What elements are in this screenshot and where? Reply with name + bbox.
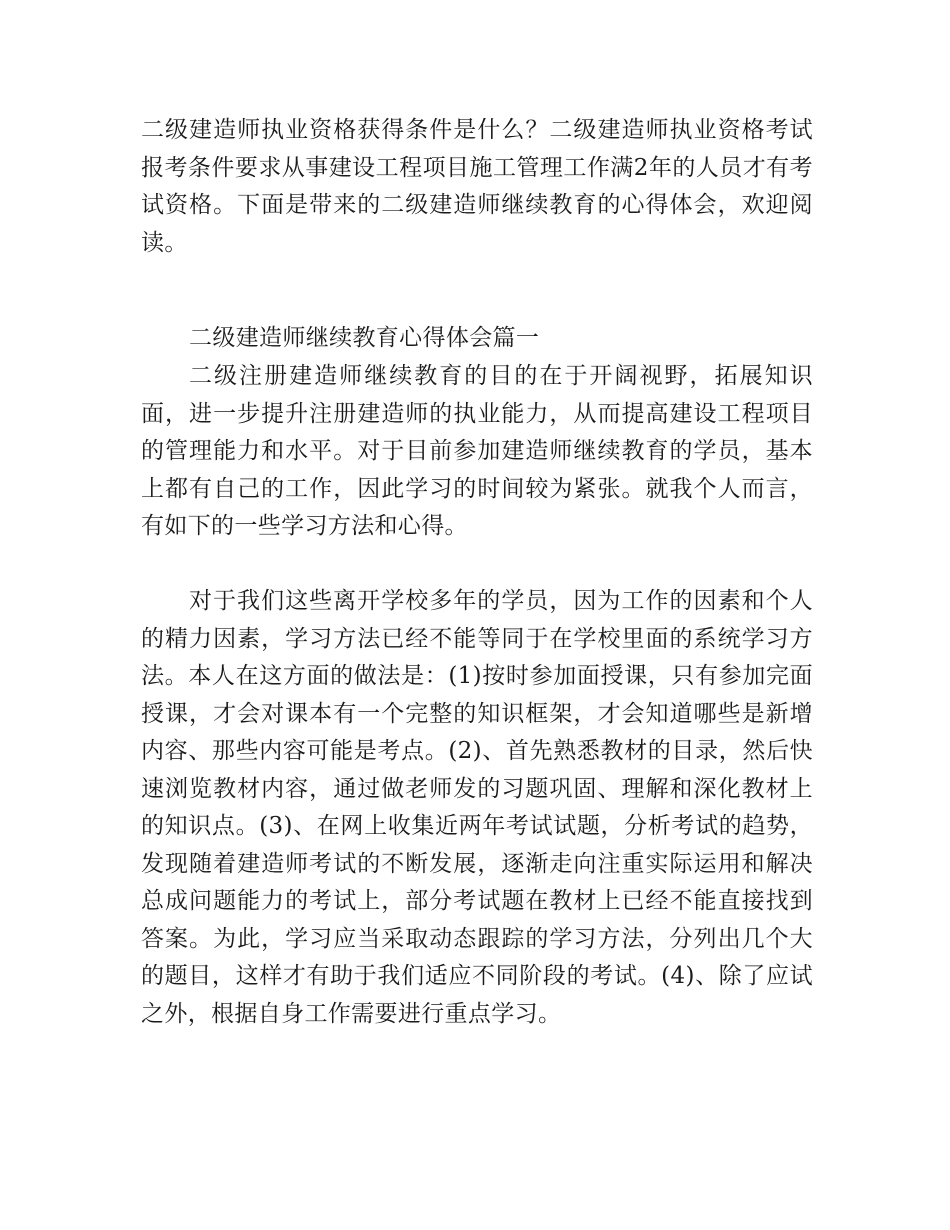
body-paragraph-2 xyxy=(141,583,813,1033)
intro-paragraph xyxy=(141,112,813,262)
body-paragraph-2-text: 对于我们这些离开学校多年的学员，因为工作的因素和个人的精力因素，学习方法已经不能等同于在学校里面的系统学习方法。本人在这方面的做法是：(1)按时参加面授课，只有参加完面授课，才会对课本有一个完整的知识框架，才会知道哪些是新增内容、那些内容可能是考点。(2)、首先熟悉教材的目录，然后快速浏览教材内容，通过做老师发的习题巩固、理解和深化教材上的知识点。(3)、在网上收集近两年考试试题，分析考试的趋势，发现随着建造师考试的不断发展，逐渐走向注重实际运用和解决总成问题能力的考试上，部分考试题在教材上已经不能直接找到答案。为此，学习应当采取动态跟踪的学习方法，分列出几个大的题目，这样才有助于我们适应不同阶段的考试。(4)、除了应试之外，根据自身工作需要进行重点学习。 xyxy=(141,588,813,1027)
body-paragraph-1-text: 二级注册建造师继续教育的目的在于开阔视野，拓展知识面，进一步提升注册建造师的执业能力，从而提高建设工程项目的管理能力和水平。对于目前参加建造师继续教育的学员，基本上都有自己的工作，因此学习的时间较为紧张。就我个人而言，有如下的一些学习方法和心得。 xyxy=(141,363,813,539)
intro-text: 二级建造师执业资格获得条件是什么？二级建造师执业资格考试报考条件要求从事建设工程项目施工管理工作满2年的人员才有考试资格。下面是带来的二级建造师继续教育的心得体会，欢迎阅读。 xyxy=(141,117,813,256)
section-heading-text: 二级建造师继续教育心得体会篇一 xyxy=(189,325,540,351)
body-paragraph-1 xyxy=(141,358,813,546)
section-heading xyxy=(141,320,813,358)
